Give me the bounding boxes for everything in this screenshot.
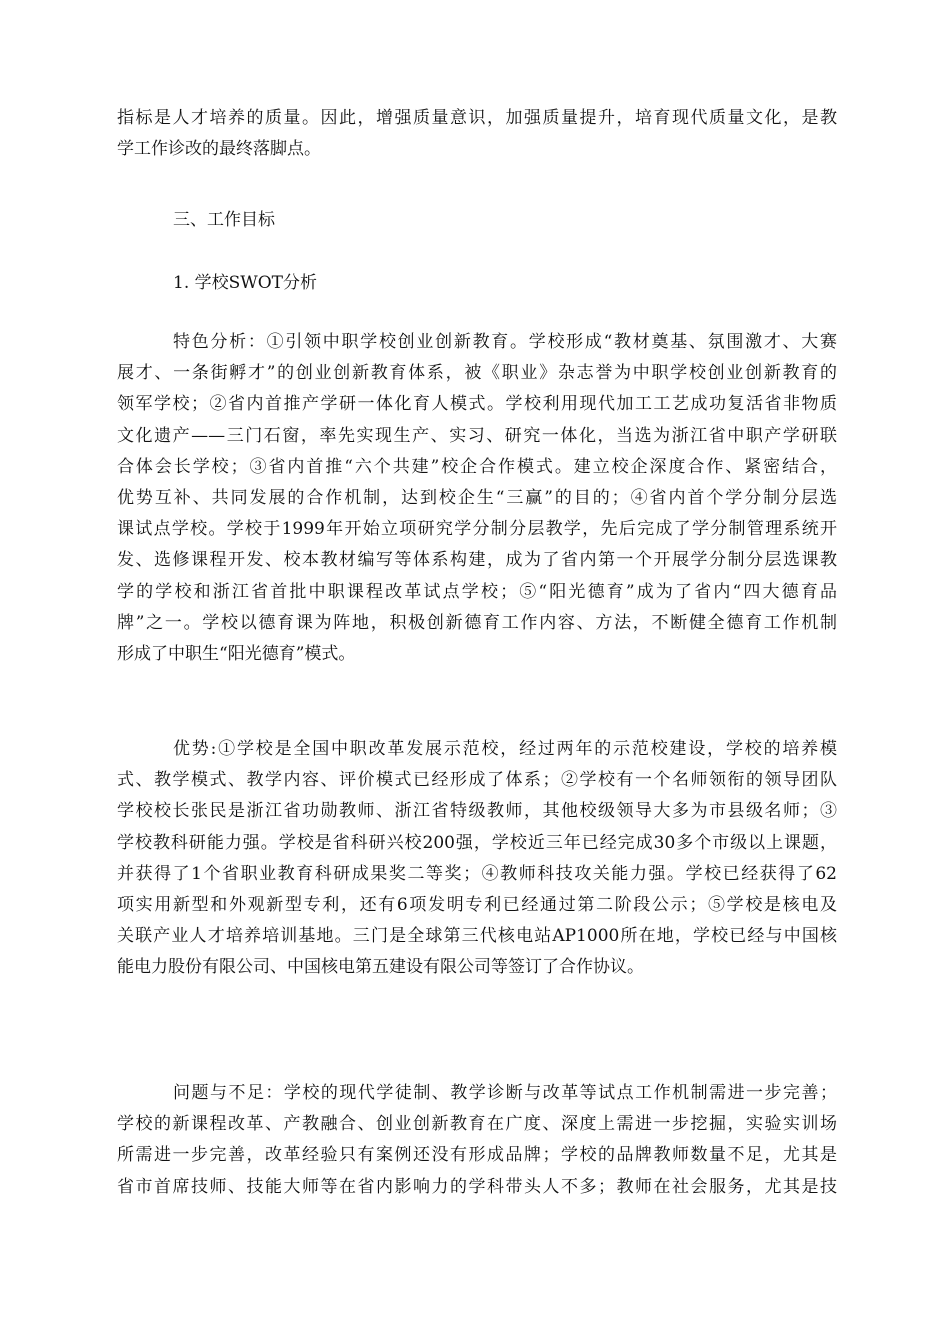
paragraph-line: 所需进一步完善，改革经验只有案例还没有形成品牌；学校的品牌教师数量不足，尤其是: [117, 1145, 837, 1166]
paragraph-line: 领军学校；②省内首推产学研一体化育人模式。学校利用现代加工工艺成功复活省非物质: [117, 394, 837, 415]
paragraph-line: 特色分析：①引领中职学校创业创新教育。学校形成“教材奠基、氛围激才、大赛: [173, 332, 837, 352]
paragraph-line: 合体会长学校；③省内首推“六个共建”校企合作模式。建立校企深度合作、紧密结合，: [117, 456, 837, 477]
strengths-paragraph: [117, 734, 837, 984]
paragraph-line: 优势互补、共同发展的合作机制，达到校企生“三赢”的目的；④省内首个学分制分层选: [117, 488, 837, 509]
paragraph-line: 学校校长张民是浙江省功勋教师、浙江省特级教师，其他校级领导大多为市县级名师；③: [117, 801, 837, 822]
paragraph-line: 学校的新课程改革、产教融合、创业创新教育在广度、深度上需进一步挖掘，实验实训场: [117, 1114, 837, 1135]
paragraph-line: 学校教科研能力强。学校是省科研兴校200强，学校近三年已经完成30多个市级以上课题，: [117, 832, 837, 853]
paragraph-line: 式、教学模式、教学内容、评价模式已经形成了体系；②学校有一个名师领衔的领导团队: [117, 770, 837, 791]
section-heading: 三、工作目标: [173, 210, 275, 230]
paragraph-line: 关联产业人才培养培训基地。三门是全球第三代核电站AP1000所在地，学校已经与中国核: [117, 926, 837, 947]
paragraph-line: 省市首席技师、技能大师等在省内影响力的学科带头人不多；教师在社会服务，尤其是技: [117, 1176, 837, 1197]
paragraph-line: 学的学校和浙江省首批中职课程改革试点学校；⑤“阳光德育”成为了省内“四大德育品: [117, 581, 837, 602]
paragraph-line: 指标是人才培养的质量。因此，增强质量意识，加强质量提升，培育现代质量文化，是教: [117, 108, 837, 128]
paragraph-line: 牌”之一。学校以德育课为阵地，积极创新德育工作内容、方法，不断健全德育工作机制: [117, 612, 837, 633]
paragraph-line: 文化遗产——三门石窗，率先实现生产、实习、研究一体化，当选为浙江省中职产学研联: [117, 425, 837, 446]
paragraph-line: 展才、一条街孵才”的创业创新教育体系，被《职业》杂志誉为中职学校创业创新教育的: [117, 363, 837, 384]
weaknesses-paragraph: [117, 1078, 837, 1203]
paragraph-line: 形成了中职生“阳光德育”模式。: [117, 644, 356, 665]
feature-analysis-paragraph: [117, 327, 837, 670]
subsection-heading: 1. 学校SWOT分析: [173, 273, 318, 293]
paragraph-line: 发、选修课程开发、校本教材编写等体系构建，成为了省内第一个开展学分制分层选课教: [117, 550, 837, 571]
intro-paragraph: [117, 103, 837, 165]
paragraph-line: 学工作诊改的最终落脚点。: [117, 139, 321, 160]
paragraph-line: 课试点学校。学校于1999年开始立项研究学分制分层教学，先后完成了学分制管理系统开: [117, 519, 837, 540]
paragraph-line: 能电力股份有限公司、中国核电第五建设有限公司等签订了合作协议。: [117, 957, 644, 978]
paragraph-line: 优势:①学校是全国中职改革发展示范校，经过两年的示范校建设，学校的培养模: [173, 739, 837, 759]
paragraph-line: 并获得了1个省职业教育科研成果奖二等奖；④教师科技攻关能力强。学校已经获得了62: [117, 863, 837, 884]
paragraph-line: 项实用新型和外观新型专利，还有6项发明专利已经通过第二阶段公示；⑤学校是核电及: [117, 895, 837, 916]
paragraph-line: 问题与不足：学校的现代学徒制、教学诊断与改革等试点工作机制需进一步完善；: [173, 1083, 837, 1103]
